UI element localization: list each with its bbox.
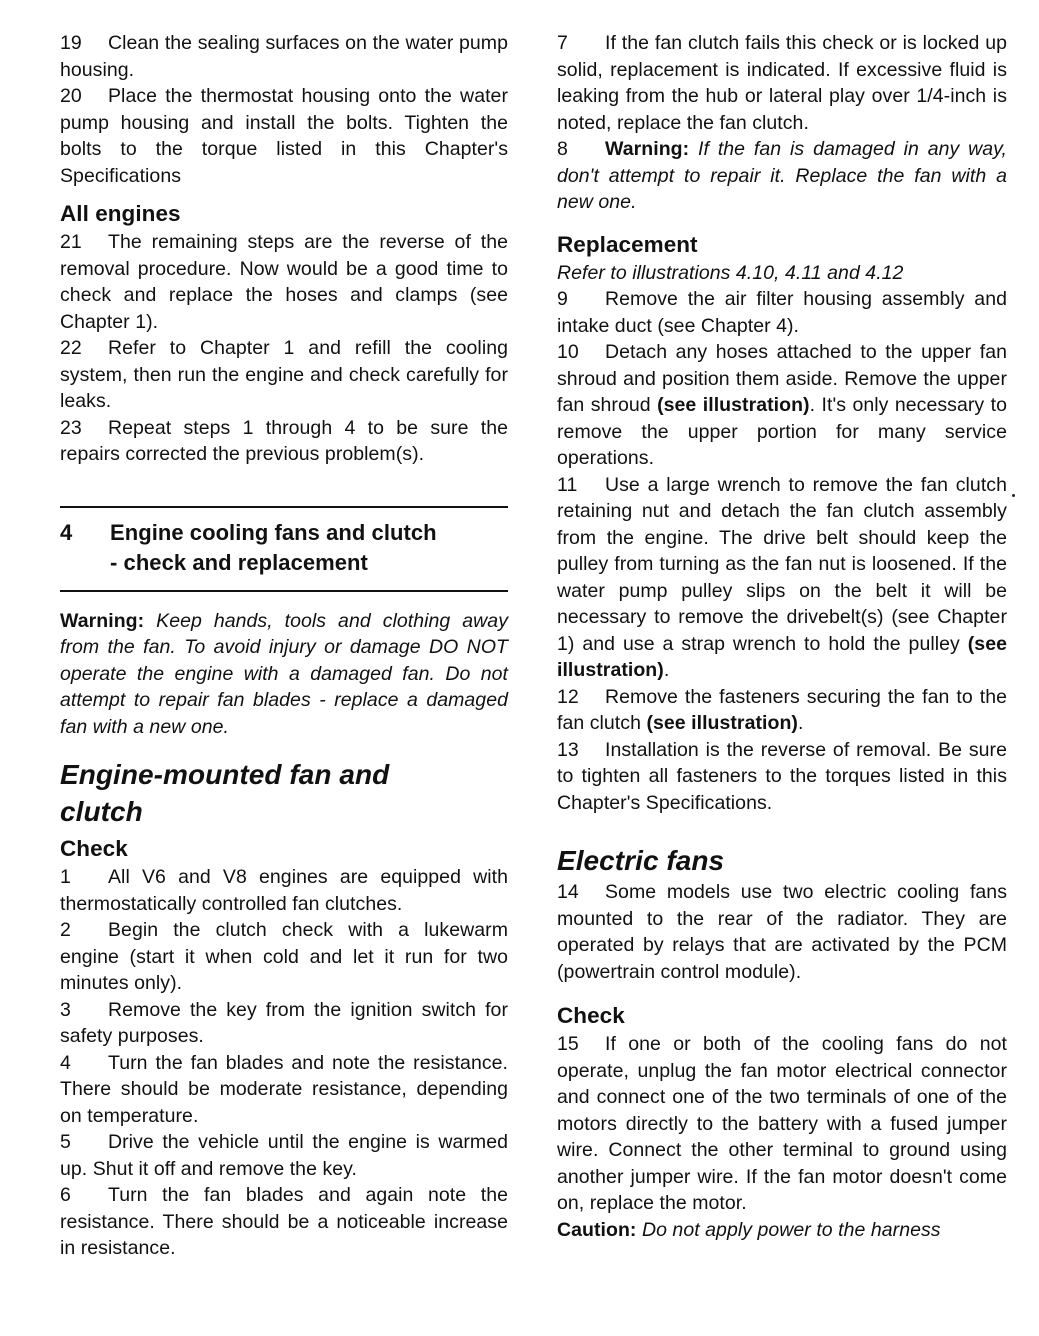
all-engines-heading: All engines — [60, 201, 181, 226]
step-3: 3 Remove the key from the ignition switch for safety purposes. — [60, 998, 508, 1047]
check-heading-right: Check — [557, 1003, 625, 1028]
step-2: 2 Begin the clutch check with a lukewarm engine (start it when cold and let it run for two minutes only). — [60, 919, 508, 994]
section-title-line1: Engine cooling fans and clutch — [110, 519, 437, 545]
section-heading — [60, 518, 508, 578]
section-rule-top — [60, 506, 508, 508]
engine-mounted-heading: Engine-mounted fan and clutch — [60, 759, 390, 827]
replacement-heading: Replacement — [557, 231, 698, 257]
step-5: 5 Drive the vehicle until the engine is warmed up. Shut it off and remove the key. — [60, 1131, 508, 1180]
section-number: 4 — [60, 519, 73, 545]
step-4: 4 Turn the fan blades and note the resistance. There should be moderate resistance, depending on temperature. — [60, 1051, 508, 1127]
step-13: 13 Installation is the reverse of removal. Be sure to tighten all fasteners to the torques listed in this Chapter's Specifications. — [557, 738, 1007, 814]
left-column — [60, 30, 508, 1262]
right-column — [557, 30, 1007, 1243]
electric-fans-heading: Electric fans — [557, 845, 725, 876]
step-14: 14 Some models use two electric cooling fans mounted to the rear of the radiator. They are operated by relays that are activated by the PCM (powertrain control module). — [557, 881, 1007, 983]
warning-note: Warning: Keep hands, tools and clothing away from the fan. To avoid injury or damage DO NOT operate the engine with a damaged fan. Do not attempt to repair fan blades - replace a damaged fan with a new one. — [60, 609, 509, 738]
step-6: 6 Turn the fan blades and again note the resistance. There should be a noticeable increase in resistance. — [60, 1184, 508, 1259]
check-heading-left: Check — [60, 836, 128, 861]
step-8-warning: 8 Warning: If the fan is damaged in any way, don't attempt to repair it. Replace the fan with a new one. — [557, 138, 1007, 213]
step-12: 12 Remove the fasteners securing the fan to the fan clutch (see illustration). — [557, 685, 1007, 734]
section-title-line2: - check and replacement — [110, 549, 368, 575]
caution-note: Caution: Do not apply power to the harness — [557, 1218, 941, 1241]
step-22: 22 Refer to Chapter 1 and refill the cooling system, then run the engine and check carefully for leaks. — [60, 337, 508, 412]
step-21: 21 The remaining steps are the reverse of the removal procedure. Now would be a good time to check and replace the hoses and clamps (see Chapter 1). — [60, 231, 508, 333]
section-rule-bottom — [60, 590, 508, 592]
replacement-refer: Refer to illustrations 4.10, 4.11 and 4.12 — [557, 261, 904, 284]
step-19: 19 Clean the sealing surfaces on the water pump housing. — [60, 32, 508, 81]
step-11: 11 Use a large wrench to remove the fan clutch retaining nut and detach the fan clutch assembly from the engine. The drive belt should keep the pulley from turning as the fan nut is loosened. If the water pump pulley slips on the belt it will be necessary to remove the drivebelt(s) (see Chapter 1) and use a strap wrench to hold the pulley (see illustration). — [557, 473, 1007, 681]
step-1: 1 All V6 and V8 engines are equipped with thermostatically controlled fan clutches. — [60, 866, 508, 915]
step-23: 23 Repeat steps 1 through 4 to be sure the repairs corrected the previous problem(s). — [60, 416, 508, 465]
step-10: 10 Detach any hoses attached to the upper fan shroud and position them aside. Remove the upper fan shroud (see illustration). It's only necessary to remove the upper portion for many service operations. — [557, 341, 1008, 469]
scan-speck — [1012, 494, 1015, 497]
step-7: 7 If the fan clutch fails this check or is locked up solid, replacement is indicated. If excessive fluid is leaking from the hub or lateral play over 1/4-inch is noted, replace the fan clutch. — [557, 32, 1007, 134]
step-20: 20 Place the thermostat housing onto the water pump housing and install the bolts. Tighten the bolts to the torque listed in this Chapter's Specifications — [60, 85, 508, 187]
step-9: 9 Remove the air filter housing assembly and intake duct (see Chapter 4). — [557, 288, 1007, 337]
step-15: 15 If one or both of the cooling fans do not operate, unplug the fan motor electrical connector and connect one of the two terminals of one of the motors directly to the battery with a fused jumper wire. Connect the other terminal to ground using another jumper wire. If the fan motor doesn't come on, replace the motor. — [557, 1033, 1007, 1214]
